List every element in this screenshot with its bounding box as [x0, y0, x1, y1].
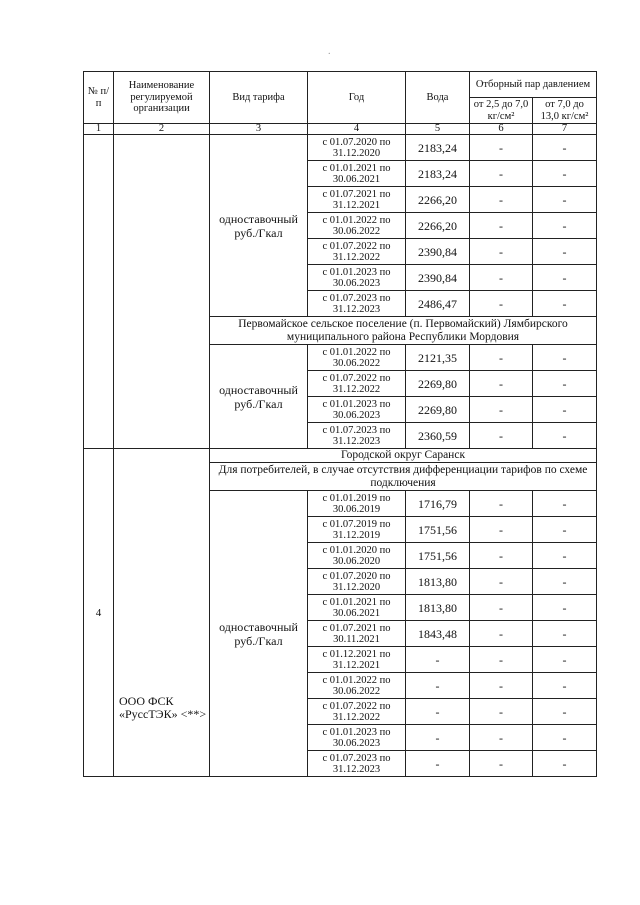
water-tariff-value: -	[406, 699, 470, 725]
steam-low-value: -	[470, 699, 533, 725]
steam-high-value: -	[533, 397, 597, 423]
period-cell: с 01.07.2021 по 30.11.2021	[308, 621, 406, 647]
steam-low-value: -	[470, 265, 533, 291]
steam-high-value: -	[533, 647, 597, 673]
subsection-title: Для потребителей, в случае отсутствия дифференциации тарифов по схеме подключения	[210, 463, 597, 491]
column-number: 1	[84, 124, 114, 135]
steam-low-value: -	[470, 423, 533, 449]
water-tariff-value: 1813,80	[406, 595, 470, 621]
tariff-type-cell: одноставочный руб./Гкал	[210, 491, 308, 777]
water-tariff-value: 2269,80	[406, 371, 470, 397]
period-cell: с 01.01.2021 по 30.06.2021	[308, 161, 406, 187]
period-cell: с 01.07.2020 по 31.12.2020	[308, 569, 406, 595]
steam-low-value: -	[470, 345, 533, 371]
steam-low-value: -	[470, 595, 533, 621]
period-cell: с 01.07.2021 по 31.12.2021	[308, 187, 406, 213]
organization-cell	[114, 135, 210, 449]
header-tariff-type: Вид тарифа	[210, 72, 308, 124]
period-cell: с 01.01.2023 по 30.06.2023	[308, 397, 406, 423]
water-tariff-value: 2390,84	[406, 239, 470, 265]
steam-low-value: -	[470, 751, 533, 777]
water-tariff-value: 2390,84	[406, 265, 470, 291]
steam-low-value: -	[470, 491, 533, 517]
steam-low-value: -	[470, 291, 533, 317]
water-tariff-value: -	[406, 725, 470, 751]
water-tariff-value: -	[406, 751, 470, 777]
steam-low-value: -	[470, 239, 533, 265]
water-tariff-value: 1843,48	[406, 621, 470, 647]
column-number: 2	[114, 124, 210, 135]
steam-high-value: -	[533, 213, 597, 239]
column-number: 5	[406, 124, 470, 135]
tariff-document	[83, 71, 596, 802]
steam-low-value: -	[470, 517, 533, 543]
header-year: Год	[308, 72, 406, 124]
column-number: 7	[533, 124, 597, 135]
steam-high-value: -	[533, 673, 597, 699]
water-tariff-value: 1751,56	[406, 517, 470, 543]
steam-high-value: -	[533, 595, 597, 621]
steam-high-value: -	[533, 423, 597, 449]
steam-high-value: -	[533, 135, 597, 161]
steam-high-value: -	[533, 491, 597, 517]
column-number: 4	[308, 124, 406, 135]
steam-high-value: -	[533, 265, 597, 291]
period-cell: с 01.01.2022 по 30.06.2022	[308, 213, 406, 239]
header-steam-high: от 7,0 до 13,0 кг/см²	[533, 98, 597, 124]
water-tariff-value: 2269,80	[406, 397, 470, 423]
water-tariff-value: 1751,56	[406, 543, 470, 569]
period-cell: с 01.01.2020 по 30.06.2020	[308, 543, 406, 569]
tariff-row	[84, 135, 597, 161]
steam-high-value: -	[533, 345, 597, 371]
period-cell: с 01.01.2019 по 30.06.2019	[308, 491, 406, 517]
steam-low-value: -	[470, 673, 533, 699]
period-cell: с 01.07.2022 по 31.12.2022	[308, 239, 406, 265]
period-cell: с 01.01.2023 по 30.06.2023	[308, 265, 406, 291]
steam-high-value: -	[533, 187, 597, 213]
steam-high-value: -	[533, 543, 597, 569]
header-steam-low: от 2,5 до 7,0 кг/см²	[470, 98, 533, 124]
steam-low-value: -	[470, 725, 533, 751]
column-number-row	[84, 124, 597, 135]
water-tariff-value: 2121,35	[406, 345, 470, 371]
steam-low-value: -	[470, 397, 533, 423]
column-number: 3	[210, 124, 308, 135]
period-cell: с 01.01.2022 по 30.06.2022	[308, 673, 406, 699]
steam-low-value: -	[470, 621, 533, 647]
water-tariff-value: -	[406, 673, 470, 699]
steam-low-value: -	[470, 371, 533, 397]
period-cell: с 01.07.2023 по 31.12.2023	[308, 751, 406, 777]
water-tariff-value: 1716,79	[406, 491, 470, 517]
header-steam: Отборный пар давлением	[470, 72, 597, 98]
water-tariff-value: 1813,80	[406, 569, 470, 595]
period-cell: с 01.01.2023 по 30.06.2023	[308, 725, 406, 751]
period-cell: с 01.07.2022 по 31.12.2022	[308, 371, 406, 397]
section-row	[84, 449, 597, 463]
water-tariff-value: 2360,59	[406, 423, 470, 449]
section-title: Городской округ Саранск	[210, 449, 597, 463]
water-tariff-value: 2183,24	[406, 135, 470, 161]
period-cell: с 01.07.2022 по 31.12.2022	[308, 699, 406, 725]
section-title: Первомайское сельское поселение (п. Первомайский) Лямбирского муниципального района Республики Мордовия	[210, 317, 597, 345]
tariff-type-cell: одноставочный руб./Гкал	[210, 135, 308, 317]
steam-high-value: -	[533, 239, 597, 265]
period-cell: с 01.07.2019 по 31.12.2019	[308, 517, 406, 543]
row-number-cell	[84, 135, 114, 449]
header-organization: Наименование регулируемой организации	[114, 72, 210, 124]
steam-high-value: -	[533, 569, 597, 595]
steam-high-value: -	[533, 517, 597, 543]
period-cell: с 01.12.2021 по 31.12.2021	[308, 647, 406, 673]
steam-low-value: -	[470, 135, 533, 161]
period-cell: с 01.01.2021 по 30.06.2021	[308, 595, 406, 621]
steam-high-value: -	[533, 621, 597, 647]
period-cell: с 01.07.2023 по 31.12.2023	[308, 423, 406, 449]
steam-low-value: -	[470, 569, 533, 595]
column-number: 6	[470, 124, 533, 135]
header-number: № п/п	[84, 72, 114, 124]
steam-low-value: -	[470, 543, 533, 569]
water-tariff-value: 2183,24	[406, 161, 470, 187]
water-tariff-value: 2266,20	[406, 213, 470, 239]
water-tariff-value: -	[406, 647, 470, 673]
period-cell: с 01.01.2022 по 30.06.2022	[308, 345, 406, 371]
period-cell: с 01.07.2020 по 31.12.2020	[308, 135, 406, 161]
steam-low-value: -	[470, 647, 533, 673]
tariff-type-cell: одноставочный руб./Гкал	[210, 345, 308, 449]
steam-high-value: -	[533, 751, 597, 777]
steam-low-value: -	[470, 161, 533, 187]
header-row	[84, 72, 597, 98]
steam-low-value: -	[470, 213, 533, 239]
steam-high-value: -	[533, 699, 597, 725]
water-tariff-value: 2266,20	[406, 187, 470, 213]
organization-cell: ООО ФСК «РуссТЭК» <**>	[114, 449, 210, 777]
period-cell: с 01.07.2023 по 31.12.2023	[308, 291, 406, 317]
steam-high-value: -	[533, 291, 597, 317]
row-number-cell: 4	[84, 449, 114, 777]
steam-high-value: -	[533, 161, 597, 187]
steam-high-value: -	[533, 371, 597, 397]
header-water: Вода	[406, 72, 470, 124]
water-tariff-value: 2486,47	[406, 291, 470, 317]
scan-mark: .	[328, 46, 331, 57]
steam-high-value: -	[533, 725, 597, 751]
tariff-table	[83, 71, 597, 777]
steam-low-value: -	[470, 187, 533, 213]
